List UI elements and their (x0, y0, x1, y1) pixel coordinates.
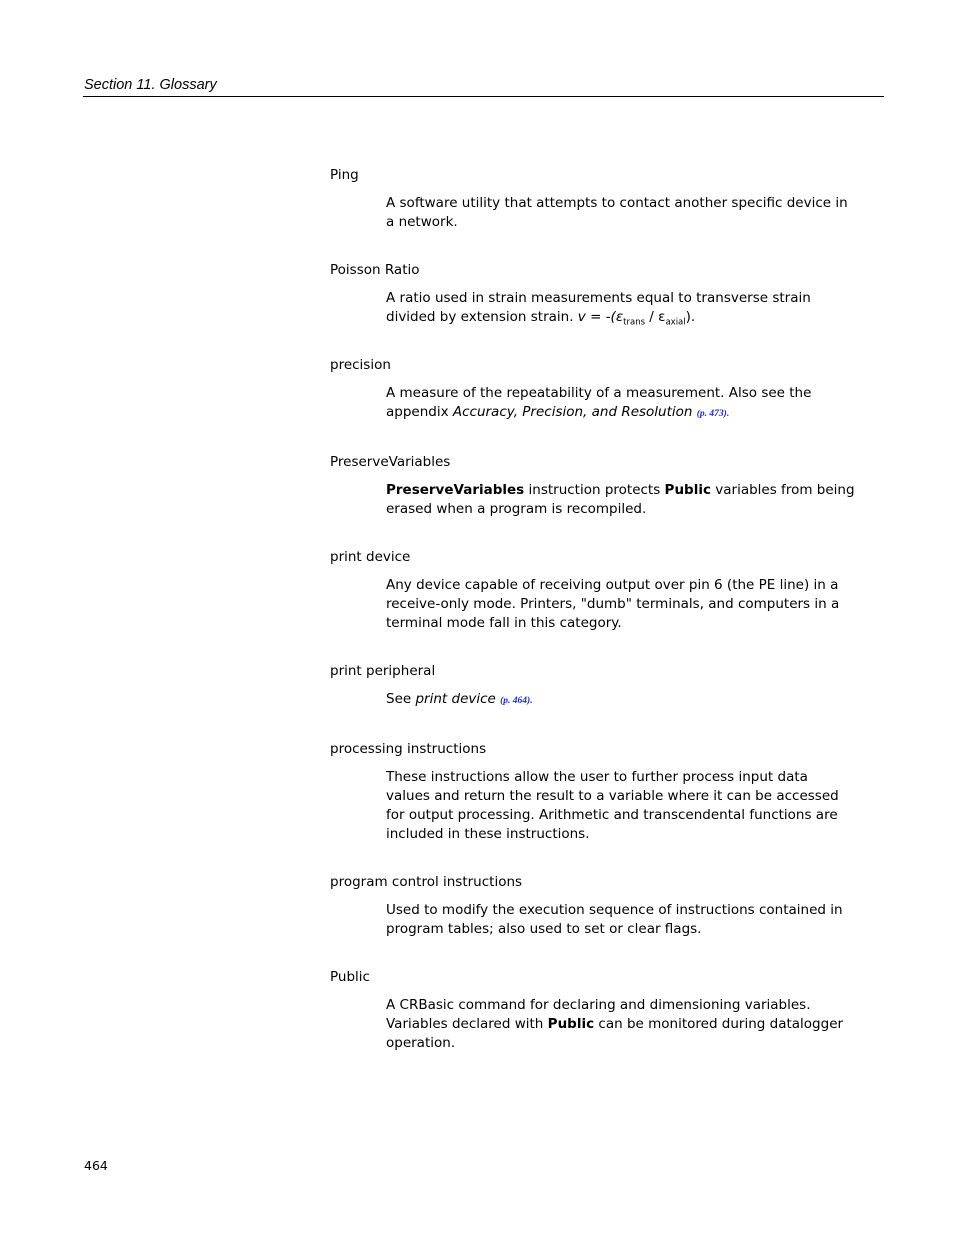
glossary-term: Ping (330, 167, 359, 183)
section-title: Section 11. Glossary (84, 77, 217, 93)
glossary-definition (386, 289, 856, 327)
formula-divide: / ε (645, 309, 666, 325)
glossary-entry-public (330, 968, 860, 1053)
definition-text: A ratio used in strain measurements equal to transverse strain divided by extension strain. (386, 290, 811, 325)
glossary-term: Poisson Ratio (330, 262, 420, 278)
keyword-public: Public (664, 482, 711, 498)
glossary-term: print peripheral (330, 663, 436, 679)
keyword-preservevariables: PreserveVariables (386, 482, 525, 498)
glossary-definition: A software utility that attempts to contact another specific device in a network. (386, 195, 848, 230)
keyword-public: Public (547, 1016, 595, 1032)
formula-variable: v (577, 309, 586, 325)
formula-equals: = -( (585, 309, 616, 325)
glossary-definition (386, 384, 856, 424)
glossary-list (330, 166, 860, 1053)
glossary-entry-print-device (330, 548, 860, 633)
definition-text: See (386, 691, 416, 707)
cross-reference-link[interactable]: print device (415, 691, 496, 707)
glossary-definition: Used to modify the execution sequence of instructions contained in program tables; also used to set or clear flags. (386, 902, 843, 937)
definition-text: A measure of the repeatability of a measurement. Also see the appendix (386, 385, 812, 420)
formula-end: ). (685, 309, 696, 325)
glossary-entry-poisson-ratio (330, 261, 860, 327)
glossary-entry-print-peripheral (330, 662, 860, 711)
glossary-term: precision (330, 357, 391, 373)
glossary-definition: These instructions allow the user to further process input data values and return the result to a variable where it can be accessed for output processing. Arithmetic and transcendental functions are included in these instructions. (386, 769, 839, 842)
page-reference-link[interactable]: (p. 464). (500, 696, 533, 706)
glossary-term: processing instructions (330, 741, 487, 757)
page-reference-link[interactable]: (p. 473). (696, 409, 730, 419)
glossary-entry-precision (330, 356, 860, 424)
definition-text: variables from being erased when a program is recompiled. (386, 482, 855, 517)
definition-text: instruction protects (524, 482, 665, 498)
glossary-entry-processing-instructions (330, 740, 860, 844)
glossary-definition: Any device capable of receiving output over pin 6 (the PE line) in a receive-only mode. Printers, "dumb" terminals, and computers in a terminal mode fall in this category. (386, 577, 840, 631)
glossary-entry-preservevariables (330, 453, 860, 519)
definition-text: A CRBasic command for declaring and dimensioning variables. Variables declared with (386, 997, 811, 1032)
formula-subscript-axial: axial (665, 317, 686, 328)
definition-text: can be monitored during datalogger operation. (386, 1016, 844, 1051)
page-number: 464 (84, 1158, 108, 1173)
glossary-definition (386, 690, 856, 711)
formula-epsilon: ε (615, 309, 624, 325)
glossary-definition (386, 996, 856, 1053)
glossary-entry-ping (330, 166, 860, 232)
glossary-entry-program-control-instructions (330, 873, 860, 939)
glossary-term: Public (330, 969, 370, 985)
cross-reference-link[interactable]: Accuracy, Precision, and Resolution (452, 404, 693, 420)
running-header (83, 76, 884, 97)
formula-subscript-trans: trans (623, 317, 646, 328)
glossary-term: print device (330, 549, 411, 565)
glossary-term: program control instructions (330, 874, 523, 890)
glossary-term: PreserveVariables (330, 454, 451, 470)
glossary-definition (386, 481, 856, 519)
